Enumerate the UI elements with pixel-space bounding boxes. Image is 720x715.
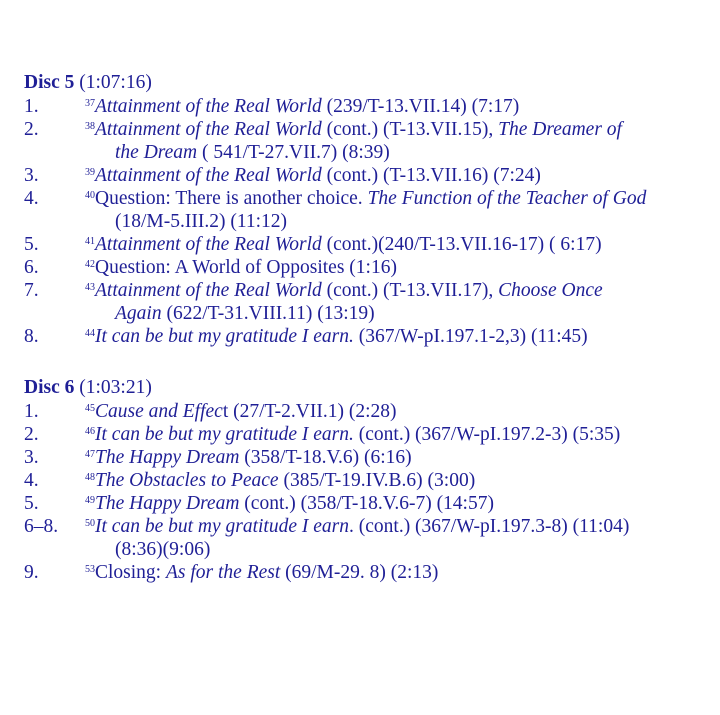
footnote-marker: 42 bbox=[85, 259, 95, 270]
italic-title: Attainment of the Real World bbox=[95, 119, 322, 140]
track-item bbox=[24, 325, 646, 348]
track-text: (622/T-31.VIII.11) (13:19) bbox=[161, 303, 375, 324]
track-number: 2. bbox=[24, 424, 39, 445]
track-number: 4. bbox=[24, 188, 39, 209]
track-text: t (27/T-2.VII.1) (2:28) bbox=[222, 401, 397, 422]
italic-title: Choose Once bbox=[498, 280, 603, 301]
track-text: (cont.) (T-13.VII.16) (7:24) bbox=[321, 165, 541, 186]
track-item bbox=[24, 256, 646, 279]
track-number: 8. bbox=[24, 326, 39, 347]
italic-title: The Happy Dream bbox=[95, 447, 240, 468]
track-text: (367/W-pI.197.1-2,3) (11:45) bbox=[353, 326, 588, 347]
track-item bbox=[24, 515, 629, 561]
italic-title: The Dreamer of bbox=[498, 119, 622, 140]
track-number: 1. bbox=[24, 401, 39, 422]
track-text: (cont.) (T-13.VII.17), bbox=[321, 280, 499, 301]
track-number: 6. bbox=[24, 257, 39, 278]
track-title bbox=[85, 279, 646, 302]
track-title bbox=[85, 325, 646, 348]
track-item bbox=[24, 187, 646, 233]
track-item bbox=[24, 279, 646, 325]
italic-title: Attainment of the Real World bbox=[95, 234, 322, 255]
footnote-marker: 40 bbox=[85, 190, 95, 201]
footnote-marker: 41 bbox=[85, 236, 95, 247]
track-item bbox=[24, 400, 629, 423]
track-text: (cont.) (358/T-18.V.6-7) (14:57) bbox=[239, 493, 494, 514]
track-number: 5. bbox=[24, 493, 39, 514]
track-title-continued bbox=[115, 141, 646, 164]
track-title bbox=[85, 423, 629, 446]
track-number: 4. bbox=[24, 470, 39, 491]
track-text: ( 541/T-27.VII.7) (8:39) bbox=[197, 142, 390, 163]
track-text: (358/T-18.V.6) (6:16) bbox=[239, 447, 412, 468]
track-text: (385/T-19.IV.B.6) (3:00) bbox=[278, 470, 476, 491]
footnote-marker: 38 bbox=[85, 121, 95, 132]
footnote-marker: 39 bbox=[85, 167, 95, 178]
track-title bbox=[85, 164, 646, 187]
track-title bbox=[85, 233, 646, 256]
track-number: 1. bbox=[24, 96, 39, 117]
footnote-marker: 49 bbox=[85, 495, 95, 506]
track-text: Closing: bbox=[95, 562, 166, 583]
track-title-continued bbox=[115, 302, 646, 325]
track-item bbox=[24, 423, 629, 446]
footnote-marker: 44 bbox=[85, 328, 95, 339]
footnote-marker: 45 bbox=[85, 403, 95, 414]
disc-section bbox=[24, 376, 629, 584]
footnote-marker: 53 bbox=[85, 564, 95, 575]
track-number: 9. bbox=[24, 562, 39, 583]
italic-title: Attainment of the Real World bbox=[95, 280, 322, 301]
italic-title: The Function of the Teacher of God bbox=[367, 188, 647, 209]
track-number: 5. bbox=[24, 234, 39, 255]
track-item bbox=[24, 118, 646, 164]
disc-duration: (1:03:21) bbox=[74, 377, 152, 398]
track-text: (239/T-13.VII.14) (7:17) bbox=[321, 96, 520, 117]
italic-title: The Obstacles to Peace bbox=[95, 470, 279, 491]
track-number: 3. bbox=[24, 447, 39, 468]
footnote-marker: 37 bbox=[85, 98, 95, 109]
track-item bbox=[24, 469, 629, 492]
footnote-marker: 47 bbox=[85, 449, 95, 460]
track-title bbox=[85, 118, 646, 141]
track-text: (cont.) (367/W-pI.197.2-3) (5:35) bbox=[353, 424, 621, 445]
track-item bbox=[24, 164, 646, 187]
italic-title: As for the Rest bbox=[165, 562, 281, 583]
disc-label: Disc 6 bbox=[24, 377, 75, 398]
track-text: (cont.)(240/T-13.VII.16-17) ( 6:17) bbox=[321, 234, 602, 255]
track-text: Question: There is another choice. bbox=[95, 188, 368, 209]
disc-heading bbox=[24, 376, 629, 400]
italic-title: It can be but my gratitude I earn. bbox=[95, 326, 354, 347]
track-text: (18/M-5.III.2) (11:12) bbox=[115, 211, 288, 232]
track-number: 3. bbox=[24, 165, 39, 186]
italic-title: Cause and Effec bbox=[95, 401, 223, 422]
track-title bbox=[85, 446, 629, 469]
track-text: Question: A World of Opposites (1:16) bbox=[95, 257, 397, 278]
track-item bbox=[24, 233, 646, 256]
italic-title: Attainment of the Real World bbox=[95, 165, 322, 186]
footnote-marker: 43 bbox=[85, 282, 95, 293]
track-title bbox=[85, 400, 629, 423]
track-text: (cont.) (T-13.VII.15), bbox=[321, 119, 499, 140]
track-title bbox=[85, 492, 629, 515]
track-title bbox=[85, 187, 646, 210]
track-item bbox=[24, 446, 629, 469]
track-item bbox=[24, 492, 629, 515]
track-number: 6–8. bbox=[24, 516, 59, 537]
italic-title: the Dream bbox=[115, 142, 198, 163]
italic-title: It can be but my gratitude I earn. bbox=[95, 424, 354, 445]
track-title-continued bbox=[115, 538, 629, 561]
footnote-marker: 48 bbox=[85, 472, 95, 483]
italic-title: Attainment of the Real World bbox=[95, 96, 322, 117]
track-title bbox=[85, 515, 629, 538]
track-title bbox=[85, 256, 646, 279]
track-item bbox=[24, 95, 646, 118]
footnote-marker: 46 bbox=[85, 426, 95, 437]
track-title bbox=[85, 469, 629, 492]
footnote-marker: 50 bbox=[85, 518, 95, 529]
italic-title: Again bbox=[115, 303, 162, 324]
disc-heading bbox=[24, 71, 646, 95]
track-title bbox=[85, 95, 646, 118]
disc-label: Disc 5 bbox=[24, 72, 75, 93]
track-title-continued bbox=[115, 210, 646, 233]
track-text: . (cont.) (367/W-pI.197.3-8) (11:04) bbox=[349, 516, 630, 537]
disc-duration: (1:07:16) bbox=[74, 72, 152, 93]
italic-title: The Happy Dream bbox=[95, 493, 240, 514]
track-item bbox=[24, 561, 629, 584]
track-number: 2. bbox=[24, 119, 39, 140]
disc-section bbox=[24, 71, 646, 348]
italic-title: It can be but my gratitude I earn bbox=[95, 516, 349, 537]
track-text: (69/M-29. 8) (2:13) bbox=[280, 562, 439, 583]
track-text: (8:36)(9:06) bbox=[115, 539, 211, 560]
track-title bbox=[85, 561, 629, 584]
track-number: 7. bbox=[24, 280, 39, 301]
